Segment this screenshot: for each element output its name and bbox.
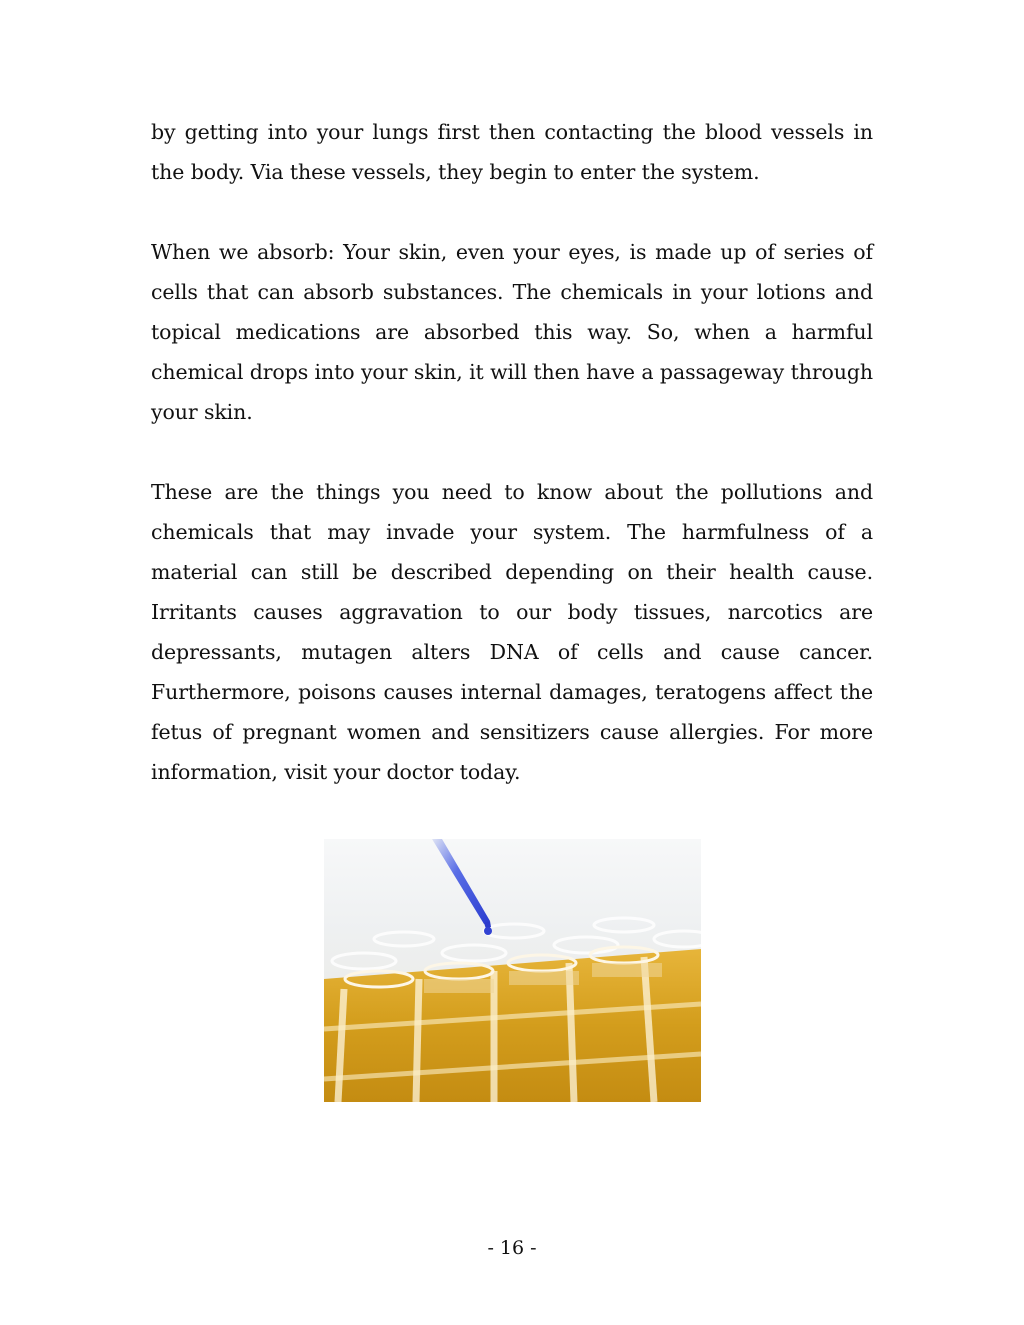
paragraph-1: by getting into your lungs first then contacting the blood vessels in the body. Via these vessels, they begin to enter the system. bbox=[151, 120, 873, 184]
body-text bbox=[151, 112, 873, 832]
paragraph-3: These are the things you need to know about the pollutions and chemicals that may invade your system. The harmfulness of a material can still be described depending on their health cause. Irritants causes aggravation to our body tissues, narcotics are depressants, mutagen alters DNA of cells and cause cancer. Furthermore, poisons causes internal damages, teratogens affect the fetus of pregnant women and sensitizers cause allergies. For more information, visit your doctor today. bbox=[151, 480, 873, 784]
page-number: - 16 - bbox=[487, 1237, 537, 1259]
lab-test-tubes-image bbox=[324, 839, 701, 1102]
paragraph-2: When we absorb: Your skin, even your eyes, is made up of series of cells that can absorb substances. The chemicals in your lotions and topical medications are absorbed this way. So, when a harmful chemical drops into your skin, it will then have a passageway through your skin. bbox=[151, 240, 873, 424]
